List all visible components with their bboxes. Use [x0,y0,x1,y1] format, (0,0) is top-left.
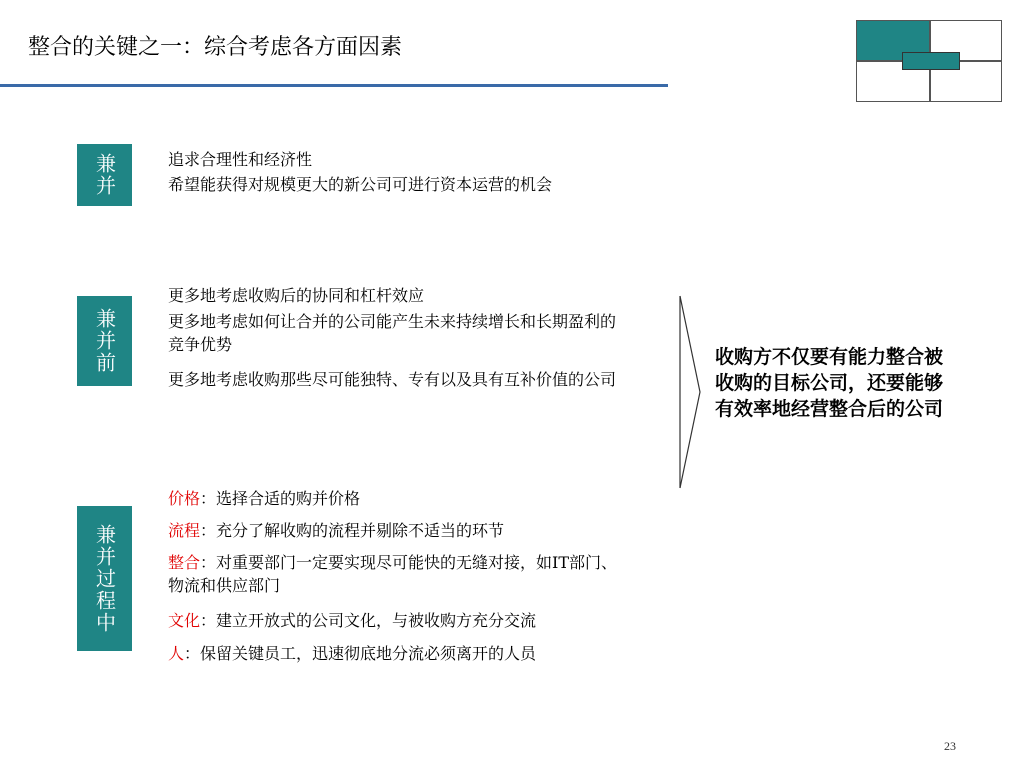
during-merger-item-price: 价格：选择合适的购并价格 [168,489,361,508]
during-merger-item-process: 流程：充分了解收购的流程并剔除不适当的环节 [168,521,505,540]
keyword-people: 人 [168,644,185,663]
right-chevron-bracket-icon [676,294,706,490]
section-label-during-merger: 兼并过程中 [77,506,132,651]
during-merger-item-people: 人：保留关键员工，迅速彻底地分流必须离开的人员 [168,644,537,663]
section-label-pre-merger: 兼并前 [77,296,132,386]
section-label-merger: 兼并 [77,144,132,206]
page-number: 23 [944,739,956,753]
merger-point-2: 希望能获得对规模更大的新公司可进行资本运营的机会 [168,175,553,194]
pre-merger-point-2: 更多地考虑如何让合并的公司能产生未来持续增长和长期盈利的竞争优势 [168,312,617,354]
conclusion-text: 收购方不仅要有能力整合被收购的目标公司，还要能够有效率地经营整合后的公司 [715,346,944,420]
keyword-price: 价格 [168,489,201,508]
keyword-process: 流程 [168,521,201,540]
pre-merger-point-1: 更多地考虑收购后的协同和杠杆效应 [168,286,425,305]
during-merger-item-culture: 文化：建立开放式的公司文化，与被收购方充分交流 [168,611,537,630]
merger-point-1: 追求合理性和经济性 [168,150,313,169]
title-divider [0,84,668,87]
keyword-culture: 文化 [168,611,201,630]
pre-merger-point-3: 更多地考虑收购那些尽可能独特、专有以及具有互补价值的公司 [168,370,617,389]
during-merger-item-integration: 整合：对重要部门一定要实现尽可能快的无缝对接，如IT部门、物流和供应部门 [168,553,618,595]
slide-title: 整合的关键之一：综合考虑各方面因素 [28,35,403,60]
keyword-integration: 整合 [168,553,201,572]
logo-grid-icon [856,20,1002,102]
